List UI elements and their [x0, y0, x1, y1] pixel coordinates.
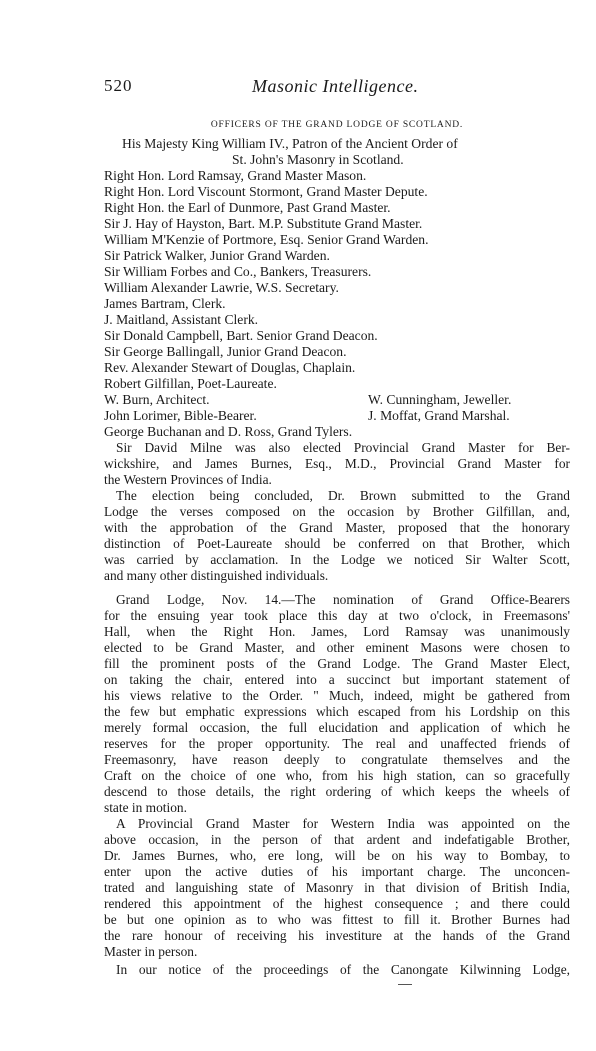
paragraph-line: trated and languishing state of Masonry in that division of British India,: [104, 880, 570, 895]
paragraph-line: enter upon the active duties of his important charge. The unconcen-: [104, 864, 570, 879]
paragraph-line: for the ensuing year took place this day at two o'clock, in Freemasons': [104, 608, 570, 623]
officer-entry: Sir J. Hay of Hayston, Bart. M.P. Substitute Grand Master.: [104, 216, 423, 231]
paragraph-line: The election being concluded, Dr. Brown submitted to the Grand: [116, 488, 570, 503]
paragraph-line: reserves for the proper opportunity. The real and unaffected friends of: [104, 736, 570, 751]
officer-entry: Right Hon. the Earl of Dunmore, Past Grand Master.: [104, 200, 391, 215]
paragraph-line: A Provincial Grand Master for Western India was appointed on the: [116, 816, 570, 831]
paragraph-line: Freemasonry, have reason deeply to congratulate themselves and the: [104, 752, 570, 767]
paragraph-line: Lodge the verses composed on the occasion by Brother Gilfillan, and,: [104, 504, 570, 519]
paragraph-line: on taking the chair, entered into a succinct but important statement of: [104, 672, 570, 687]
officer-entry: Rev. Alexander Stewart of Douglas, Chaplain.: [104, 360, 356, 375]
officer-entry-left: W. Burn, Architect.: [104, 392, 210, 407]
paragraph-line: Grand Lodge, Nov. 14.—The nomination of Grand Office-Bearers: [116, 592, 570, 607]
section-heading: OFFICERS OF THE GRAND LODGE OF SCOTLAND.: [210, 120, 464, 130]
paragraph-line: elected to be Grand Master, and other eminent Masons were chosen to: [104, 640, 570, 655]
officer-entry: Robert Gilfillan, Poet-Laureate.: [104, 376, 277, 391]
paragraph-line: Master in person.: [104, 944, 198, 959]
page-header: [104, 76, 570, 102]
running-head: Masonic Intelligence.: [252, 76, 419, 96]
paragraph-line: Sir David Milne was also elected Provincial Grand Master for Ber-: [116, 440, 570, 455]
officer-entry: George Buchanan and D. Ross, Grand Tylers.: [104, 424, 353, 439]
paragraph-line: with the approbation of the Grand Master, proposed that the honorary: [104, 520, 570, 535]
paragraph-line: state in motion.: [104, 800, 187, 815]
paragraph-line: descend to those details, the right ordering of which keeps the wheels of: [104, 784, 570, 799]
officer-entry: J. Maitland, Assistant Clerk.: [104, 312, 259, 327]
officer-entry: Right Hon. Lord Viscount Stormont, Grand Master Depute.: [104, 184, 428, 199]
officer-entry: Sir Donald Campbell, Bart. Senior Grand Deacon.: [104, 328, 378, 343]
paragraph-line: be but one opinion as to who was fittest to fill it. Brother Burnes had: [104, 912, 570, 927]
paragraph-line: Craft on the choice of one who, from his high station, can so gracefully: [104, 768, 570, 783]
paragraph-line: the rare honour of receiving his investiture at the hands of the Grand: [104, 928, 570, 943]
officer-entry: Sir Patrick Walker, Junior Grand Warden.: [104, 248, 330, 263]
paragraph-line: distinction of Poet-Laureate should be conferred on that Brother, which: [104, 536, 570, 551]
officer-entry: James Bartram, Clerk.: [104, 296, 226, 311]
paragraph-line: In our notice of the proceedings of the Canongate Kilwinning Lodge,: [116, 962, 570, 977]
paragraph-line: the few but emphatic expressions which escaped from his Lordship on this: [104, 704, 570, 719]
paragraph-line: above occasion, in the person of that ardent and indefatigable Brother,: [104, 832, 570, 847]
paragraph-line: his views relative to the Order. " Much, indeed, might be gathered from: [104, 688, 570, 703]
officer-entry-left: John Lorimer, Bible-Bearer.: [104, 408, 257, 423]
officer-entry: Sir William Forbes and Co., Bankers, Treasurers.: [104, 264, 372, 279]
officers-intro-line: His Majesty King William IV., Patron of the Ancient Order of: [122, 136, 458, 151]
paragraph-line: the Western Provinces of India.: [104, 472, 272, 487]
footer-rule: [398, 984, 412, 985]
officer-entry: William M'Kenzie of Portmore, Esq. Senior Grand Warden.: [104, 232, 429, 247]
officers-intro-line: St. John's Masonry in Scotland.: [232, 152, 404, 167]
officer-entry: William Alexander Lawrie, W.S. Secretary.: [104, 280, 339, 295]
paragraph-line: rendered this appointment of the highest consequence ; and there could: [104, 896, 570, 911]
officer-entry-right: W. Cunningham, Jeweller.: [368, 392, 512, 407]
paragraph-line: fill the prominent posts of the Grand Lodge. The Grand Master Elect,: [104, 656, 570, 671]
page-number: 520: [104, 76, 133, 95]
officer-entry: Right Hon. Lord Ramsay, Grand Master Mason.: [104, 168, 367, 183]
paragraph-line: wickshire, and James Burnes, Esq., M.D., Provincial Grand Master for: [104, 456, 570, 471]
paragraph-line: merely formal occasion, the full elucidation and application of which he: [104, 720, 570, 735]
paragraph-line: Dr. James Burnes, who, ere long, will be on his way to Bombay, to: [104, 848, 570, 863]
paragraph-line: was carried by acclamation. In the Lodge we noticed Sir Walter Scott,: [104, 552, 570, 567]
paragraph-line: and many other distinguished individuals.: [104, 568, 329, 583]
paragraph-line: Hall, when the Right Hon. James, Lord Ramsay was unanimously: [104, 624, 570, 639]
officer-entry-right: J. Moffat, Grand Marshal.: [368, 408, 510, 423]
officer-entry: Sir George Ballingall, Junior Grand Deacon.: [104, 344, 347, 359]
